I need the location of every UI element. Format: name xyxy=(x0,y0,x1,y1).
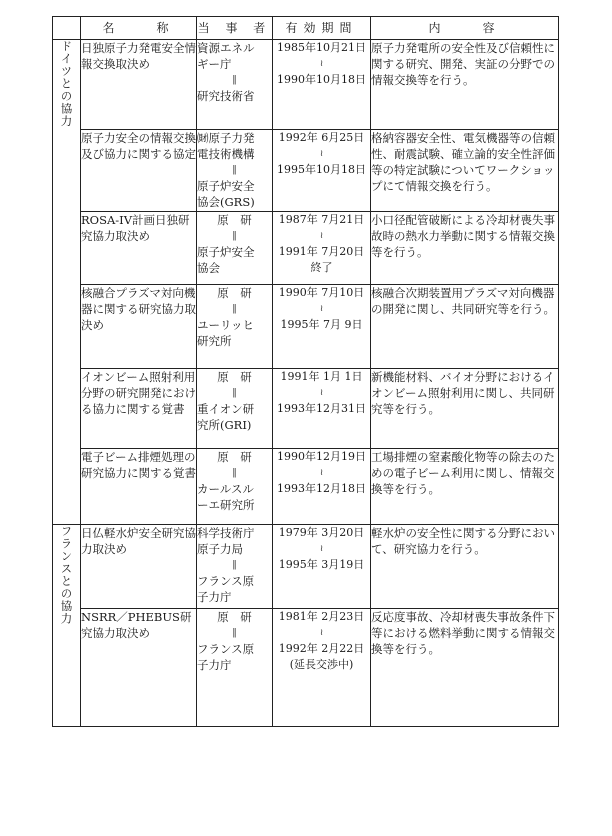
party-cell xyxy=(197,525,273,609)
agreement-name-cell xyxy=(81,285,197,369)
period-end: 1995年10月18日 xyxy=(277,163,366,176)
period-cell xyxy=(273,285,371,369)
party-separator: ‖ xyxy=(232,165,237,175)
content-cell xyxy=(371,212,559,285)
period-start: 1987年 7月21日 xyxy=(278,213,365,226)
period-start: 1979年 3月20日 xyxy=(278,526,365,539)
region-label: フランスとの協力 xyxy=(59,525,74,625)
content-cell xyxy=(371,130,559,212)
agreement-name: 核融合プラズマ対向機器に関する研究協力取決め xyxy=(81,286,196,332)
party-b-line: ユーリッヒ xyxy=(197,318,255,332)
header-party: 当 事 者 xyxy=(197,17,273,40)
period-start: 1992年 6月25日 xyxy=(278,131,365,144)
table-row xyxy=(53,449,559,525)
header-row xyxy=(53,17,559,40)
party-b-line: 子力庁 xyxy=(197,590,232,604)
table-row xyxy=(53,40,559,130)
party-b-line: 研究技術省 xyxy=(197,89,255,103)
period-separator: ≀ xyxy=(319,628,324,638)
period-cell xyxy=(273,525,371,609)
table-body xyxy=(53,40,559,727)
party-b-line: 重イオン研 xyxy=(197,402,255,416)
content-text: 工場排煙の窒素酸化物等の除去のための電子ビーム利用に関し、情報交換等を行う。 xyxy=(371,450,555,496)
party-b-line: 協会 xyxy=(197,261,220,275)
period-start: 1990年12月19日 xyxy=(277,450,366,463)
agreement-name: 原子力安全の情報交換及び協力に関する協定 xyxy=(81,131,196,161)
agreement-name-cell xyxy=(81,212,197,285)
period-cell xyxy=(273,212,371,285)
party-a-line: 原 研 xyxy=(217,370,252,384)
agreement-name-cell xyxy=(81,525,197,609)
period-separator: ≀ xyxy=(319,231,324,241)
page xyxy=(52,16,558,727)
party-separator: ‖ xyxy=(232,231,237,241)
party-b-line: 原子炉安全 xyxy=(197,179,255,193)
content-cell xyxy=(371,525,559,609)
period-separator: ≀ xyxy=(319,544,324,554)
period-cell xyxy=(273,40,371,130)
party-cell xyxy=(197,130,273,212)
period-start: 1981年 2月23日 xyxy=(278,610,365,623)
period-separator: ≀ xyxy=(319,59,324,69)
party-separator: ‖ xyxy=(232,388,237,398)
party-b-line: カールスル xyxy=(197,482,254,496)
party-separator: ‖ xyxy=(232,75,237,85)
party-separator: ‖ xyxy=(232,628,237,638)
party-a-line: 科学技術庁 xyxy=(197,526,255,540)
content-text: 格納容器安全性、電気機器等の信頼性、耐震試験、確立論的安全性評価等の特定試験についてワークショップにて情報交換を行う。 xyxy=(371,131,555,193)
period-end: 1992年 2月22日 xyxy=(278,642,365,655)
agreement-name: NSRR／PHEBUS研究協力取決め xyxy=(81,610,192,640)
period-cell xyxy=(273,609,371,727)
agreements-table xyxy=(52,16,559,727)
party-a-line: 原 研 xyxy=(217,450,252,464)
party-a-line: 原子力局 xyxy=(197,542,243,556)
agreement-name-cell xyxy=(81,369,197,449)
period-note: 終了 xyxy=(310,261,333,274)
agreement-name: 日独原子力発電安全情報交換取決め xyxy=(81,41,196,71)
period-end: 1993年12月31日 xyxy=(277,402,366,415)
table-row xyxy=(53,285,559,369)
party-b-line: 原子炉安全 xyxy=(197,245,255,259)
table-row xyxy=(53,369,559,449)
agreement-name: 電子ビーム排煙処理の研究協力に関する覚書 xyxy=(81,450,196,480)
period-separator: ≀ xyxy=(319,149,324,159)
party-a-line: 原 研 xyxy=(217,610,252,624)
header-name: 名 称 xyxy=(81,17,197,40)
period-end: 1990年10月18日 xyxy=(277,73,366,86)
party-cell xyxy=(197,369,273,449)
period-start: 1990年 7月10日 xyxy=(278,286,365,299)
party-separator: ‖ xyxy=(232,468,237,478)
agreement-name: 日仏軽水炉安全研究協力取決め xyxy=(81,526,196,556)
party-a-line: 原 研 xyxy=(217,213,252,227)
party-separator: ‖ xyxy=(232,304,237,314)
content-text: 核融合次期装置用プラズマ対向機器の開発に関し、共同研究等を行う。 xyxy=(371,286,555,316)
period-cell xyxy=(273,449,371,525)
content-text: 軽水炉の安全性に関する分野において、研究協力を行う。 xyxy=(371,526,555,556)
period-cell xyxy=(273,130,371,212)
content-cell xyxy=(371,369,559,449)
content-cell xyxy=(371,285,559,369)
party-cell xyxy=(197,40,273,130)
period-start: 1985年10月21日 xyxy=(277,41,366,54)
period-separator: ≀ xyxy=(319,468,324,478)
party-a-line: 原 研 xyxy=(217,286,252,300)
party-cell xyxy=(197,212,273,285)
period-cell xyxy=(273,369,371,449)
table-row xyxy=(53,525,559,609)
party-b-line: 究所(GRI) xyxy=(197,418,252,432)
party-b-line: 子力庁 xyxy=(197,658,232,672)
region-germany xyxy=(53,40,81,525)
table-row xyxy=(53,609,559,727)
content-cell xyxy=(371,40,559,130)
party-a-line: 資源エネル xyxy=(197,41,255,55)
agreement-name-cell xyxy=(81,130,197,212)
party-cell xyxy=(197,449,273,525)
period-separator: ≀ xyxy=(319,304,324,314)
party-b-line: フランス原 xyxy=(197,642,255,656)
content-cell xyxy=(371,449,559,525)
party-a-line: 電技術機構 xyxy=(197,147,255,161)
party-b-line: フランス原 xyxy=(197,574,255,588)
period-end: 1995年 7月 9日 xyxy=(280,318,363,331)
content-cell xyxy=(371,609,559,727)
content-text: 原子力発電所の安全性及び信頼性に関する研究、開発、実証の分野での情報交換等を行う。 xyxy=(371,41,555,87)
period-end: 1993年12月18日 xyxy=(277,482,366,495)
period-separator: ≀ xyxy=(319,388,324,398)
content-text: 小口径配管破断による冷却材喪失事故時の熱水力挙動に関する情報交換等を行う。 xyxy=(371,213,555,259)
header-content: 内 容 xyxy=(371,17,559,40)
agreement-name-cell xyxy=(81,40,197,130)
table-row xyxy=(53,130,559,212)
party-a-line: ㈶原子力発 xyxy=(197,131,255,145)
header-region xyxy=(53,17,81,40)
party-a-line: ギー庁 xyxy=(197,57,232,71)
party-b-line: 協会(GRS) xyxy=(197,195,255,209)
party-cell xyxy=(197,609,273,727)
period-note: (延長交渉中) xyxy=(289,658,354,671)
content-text: 反応度事故、冷却材喪失事故条件下等における燃料挙動に関する情報交換等を行う。 xyxy=(371,610,555,656)
party-cell xyxy=(197,285,273,369)
content-text: 新機能材料、バイオ分野におけるイオンビーム照射利用に関し、共同研究等を行う。 xyxy=(371,370,555,416)
period-start: 1991年 1月 1日 xyxy=(280,370,363,383)
party-separator: ‖ xyxy=(232,560,237,570)
table-row xyxy=(53,212,559,285)
agreement-name-cell xyxy=(81,609,197,727)
party-b-line: 研究所 xyxy=(197,334,232,348)
period-end: 1991年 7月20日 xyxy=(278,245,365,258)
agreement-name-cell xyxy=(81,449,197,525)
agreement-name: イオンビーム照射利用分野の研究開発における協力に関する覚書 xyxy=(81,370,196,416)
agreement-name: ROSA-IV計画日独研究協力取決め xyxy=(81,213,190,243)
region-label: ドイツとの協力 xyxy=(59,40,74,128)
period-end: 1995年 3月19日 xyxy=(278,558,365,571)
party-b-line: ーエ研究所 xyxy=(197,498,255,512)
region-france xyxy=(53,525,81,727)
header-period: 有効期間 xyxy=(273,17,371,40)
